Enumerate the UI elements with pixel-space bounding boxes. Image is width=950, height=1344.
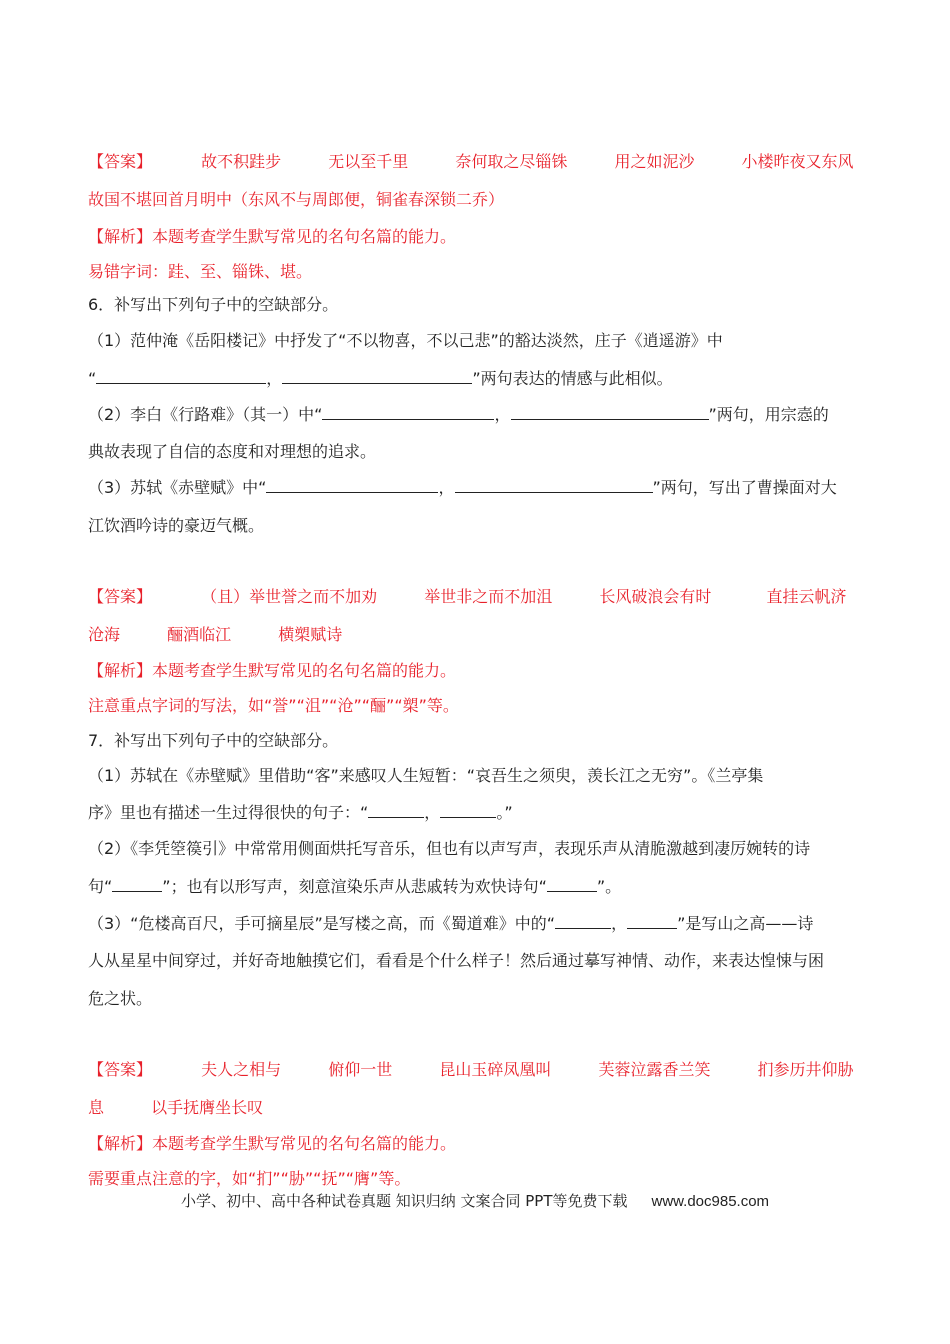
q6-part2-line2: 典故表现了自信的态度和对理想的追求。 [88, 442, 377, 461]
answer-item: 无以至千里 [328, 152, 409, 171]
q6-part3-line1: （3）苏轼《赤壁赋》中“ ， ”两句，写出了曹操面对大 [88, 478, 837, 497]
footer-url[interactable]: www.doc985.com [651, 1193, 770, 1210]
answer-item: 举世非之而不加沮 [424, 587, 553, 606]
q6-part2-line1: （2）李白《行路难》（其一）中“ ， ”两句，用宗悫的 [88, 405, 829, 424]
answer-item: 直挂云帆济 [766, 587, 847, 606]
q6-answer-line2 [88, 624, 862, 646]
fill-blank [440, 803, 496, 818]
q7-analysis: 【解析】本题考查学生默写常见的名句名篇的能力。 [88, 1134, 457, 1153]
fill-blank [455, 478, 653, 493]
q7-part3-line2: 人从星星中间穿过，并好奇地触摸它们，看看是个什么样子！然后通过摹写神情、动作，来表达惶悚与困 [88, 951, 825, 970]
footer-text: 小学、初中、高中各种试卷真题 知识归纳 文案合同 PPT等免费下载 [180, 1192, 628, 1210]
answer-tag: 【答案】 [88, 1060, 153, 1079]
answer-item: 以手抚膺坐长叹 [151, 1098, 264, 1117]
answer-tag: 【答案】 [88, 587, 153, 606]
q6-part1-line2: “ ， ”两句表达的情感与此相似。 [88, 369, 673, 388]
fill-blank [547, 877, 597, 892]
q7-part1-line2: 序》里也有描述一生过得很快的句子：“ ， 。” [88, 803, 513, 822]
q6-note: 注意重点字词的写法，如“誉”“沮”“沧”“酾”“槊”等。 [88, 696, 459, 715]
q7-title: 7．补写出下列句子中的空缺部分。 [88, 731, 339, 750]
answer-item: 长风破浪会有时 [599, 587, 712, 606]
q7-answer-line1 [88, 1059, 862, 1081]
q6-answer-line1 [88, 586, 862, 608]
fill-blank [322, 405, 494, 420]
answer-item: 夫人之相与 [201, 1060, 282, 1079]
page-footer [0, 1190, 950, 1211]
answer-item: 横槊赋诗 [278, 625, 343, 644]
fill-blank [282, 369, 472, 384]
q7-answer-line2 [88, 1097, 862, 1119]
fill-blank [96, 369, 266, 384]
q6-title: 6．补写出下列句子中的空缺部分。 [88, 295, 339, 314]
answer-item: 俯仰一世 [328, 1060, 393, 1079]
q5-analysis: 【解析】本题考查学生默写常见的名句名篇的能力。 [88, 227, 457, 246]
answer-item: 沧海 [88, 625, 121, 644]
fill-blank [555, 914, 611, 929]
fill-blank [112, 877, 162, 892]
q5-answer-line1 [88, 151, 862, 173]
q7-part2-line2: 句“ ”；也有以形写声，刻意渲染乐声从悲戚转为欢快诗句“ ”。 [88, 877, 622, 896]
fill-blank [368, 803, 424, 818]
answer-item: 奈何取之尽锱铢 [455, 152, 568, 171]
q7-note: 需要重点注意的字，如“扪”“胁”“抚”“膺”等。 [88, 1169, 411, 1188]
q5-answer-line2: 故国不堪回首月明中（东风不与周郎便，铜雀春深锁二乔） [88, 190, 505, 209]
fill-blank [511, 405, 709, 420]
q7-part3-line1: （3）“危楼高百尺，手可摘星辰”是写楼之高，而《蜀道难》中的“ ， ”是写山之高——诗 [88, 914, 814, 933]
fill-blank [627, 914, 677, 929]
answer-item: 酾酒临江 [167, 625, 232, 644]
q6-part1-line1: （1）范仲淹《岳阳楼记》中抒发了“不以物喜，不以己悲”的豁达淡然，庄子《逍遥游》中 [88, 331, 723, 350]
answer-item: 小楼昨夜又东风 [741, 152, 854, 171]
q7-part1-line1: （1）苏轼在《赤壁赋》里借助“客”来感叹人生短暂：“哀吾生之须臾，羡长江之无穷”。《兰亭集 [88, 766, 764, 785]
answer-item: 昆山玉碎凤凰叫 [439, 1060, 552, 1079]
q7-part3-line3: 危之状。 [88, 989, 153, 1008]
answer-tag: 【答案】 [88, 152, 153, 171]
q5-note: 易错字词：跬、至、锱铢、堪。 [88, 262, 313, 281]
answer-item: 用之如泥沙 [614, 152, 695, 171]
answer-item: 芙蓉泣露香兰笑 [598, 1060, 711, 1079]
answer-item: 故不积跬步 [201, 152, 282, 171]
answer-item: 扪参历井仰胁 [757, 1060, 854, 1079]
fill-blank [266, 478, 438, 493]
answer-item: 息 [88, 1098, 105, 1117]
answer-item: （且）举世誉之而不加劝 [201, 587, 378, 606]
q6-analysis: 【解析】本题考查学生默写常见的名句名篇的能力。 [88, 661, 457, 680]
q7-part2-line1: （2）《李凭箜篌引》中常常用侧面烘托写音乐，但也有以声写声，表现乐声从清脆激越到凄厉婉转的诗 [88, 839, 811, 858]
q6-part3-line2: 江饮酒吟诗的豪迈气概。 [88, 516, 265, 535]
